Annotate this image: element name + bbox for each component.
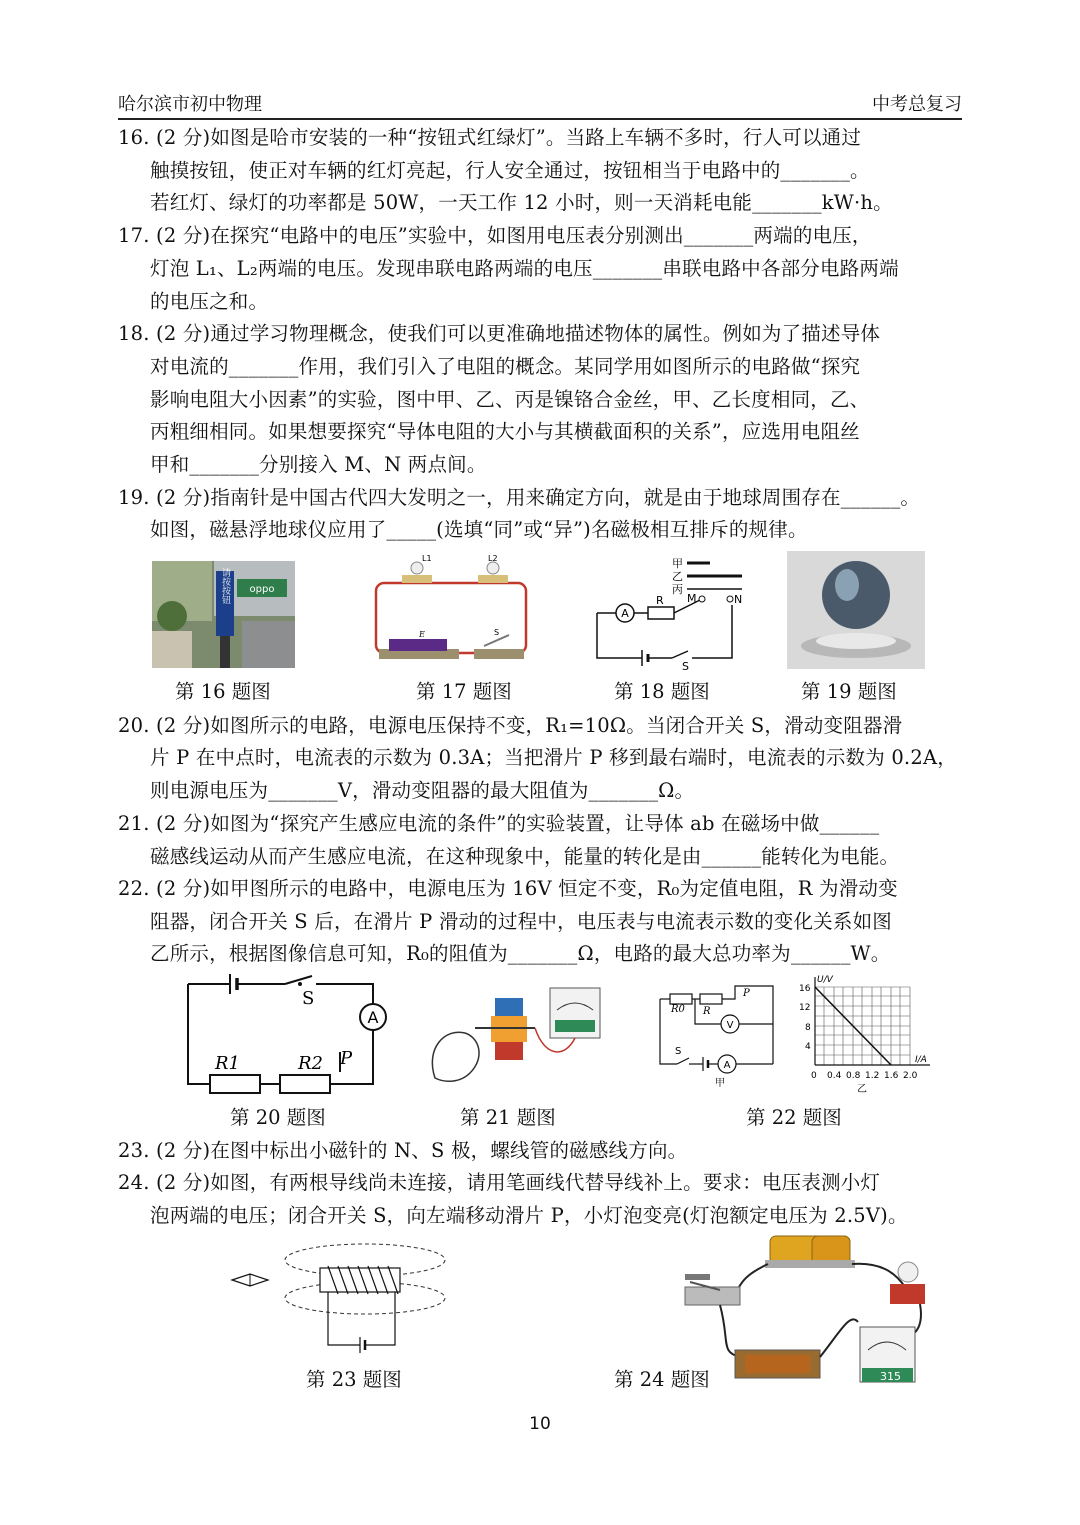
ammeter-a-label-22: A [723,1060,731,1071]
ammeter-a-label-20: A [367,1008,379,1027]
question-20-line1: 20. (2 分)如图所示的电路，电源电压保持不变，R₁=10Ω。当闭合开关 S，滑动变阻器滑 [118,714,903,737]
header-right: 中考总复习 [872,94,962,115]
caption-figure-19: 第 19 题图 [801,680,897,703]
slider-p-label: P [340,1048,353,1069]
figure-23-solenoid [230,1240,450,1360]
question-16-line3: 若红灯、绿灯的功率都是 50W，一天工作 12 小时，则一天消耗电能_______kW·h。 [150,191,893,214]
button-sign-text: 请按按钮 [220,568,230,604]
caption-figure-20: 第 20 题图 [230,1106,326,1129]
voltmeter-terminal-labels: 315 [880,1370,901,1383]
question-21-line2: 磁感线运动从而产生感应电流，在这种现象中，能量的转化是由______能转化为电能。 [150,845,900,868]
graph-grid [815,987,910,1065]
question-24-line1: 24. (2 分)如图，有两根导线尚未连接，请用笔画线代替导线补上。要求：电压表测小灯 [118,1171,881,1194]
question-17-line3: 的电压之和。 [150,290,269,313]
resistor-r0-label: R0 [671,1004,685,1015]
figure-20-circuit [180,972,395,1092]
caption-figure-21: 第 21 题图 [460,1106,556,1129]
figure-16-photo [152,561,295,668]
figure-19-maglev-globe [787,551,925,669]
page-number: 10 [529,1414,551,1434]
ammeter-a-label: A [621,607,629,620]
resistor-r1-label: R1 [215,1053,241,1074]
question-18-line4: 丙粗细相同。如果想要探究“导体电阻的大小与其横截面积的关系”，应选用电阻丝 [150,420,860,443]
caption-figure-16: 第 16 题图 [175,680,271,703]
oppo-sign: oppo [249,584,275,595]
question-18-line2: 对电流的_______作用，我们引入了电阻的概念。某同学用如图所示的电路做“探究 [150,355,861,378]
question-20-line2: 片 P 在中点时，电流表的示数为 0.3A；当把滑片 P 移到最右端时，电流表的示数为 0.2A， [150,746,957,769]
voltmeter-v-label: V [726,1020,734,1031]
x-tick-1.2: 1.2 [865,1071,880,1081]
x-tick-2.0: 2.0 [903,1071,918,1081]
figure-22-circuit-jia [655,984,780,1089]
figure-22-jia-label: 甲 [715,1078,725,1089]
axis-ia-label: I/A [915,1055,927,1065]
page-header [118,86,962,120]
figure-24-physical-circuit [680,1232,950,1392]
figure-21-induction-apparatus [425,988,610,1093]
question-16-line2: 触摸按钮，使正对车辆的红灯亮起，行人安全通过，按钮相当于电路中的_______。 [150,159,870,182]
point-n-label: N [734,593,743,606]
wire-jia-label: 甲 [672,557,683,570]
slider-p-label-22: P [743,988,750,999]
question-19-line1: 19. (2 分)指南针是中国古代四大发明之一，用来确定方向，就是由于地球周围存在______。 [118,486,921,509]
axis-uv-label: U/V [817,975,833,985]
switch-s-label-20: S [302,988,315,1009]
question-22-line2: 阻器，闭合开关 S 后，在滑片 P 滑动的过程中，电压表与电流表示数的变化关系如图 [150,910,892,933]
lamp-l1-label: L1 [422,554,432,563]
x-tick-1.6: 1.6 [884,1071,899,1081]
rheostat-r-label: R [703,1006,711,1017]
wire-yi-label: 乙 [672,570,683,583]
x-tick-0.4: 0.4 [827,1071,842,1081]
y-tick-12: 12 [799,1003,811,1013]
question-22-line1: 22. (2 分)如甲图所示的电路中，电源电压为 16V 恒定不变，R₀为定值电阻，R 为滑动变 [118,877,898,900]
rheostat-r2-label: R2 [298,1053,324,1074]
question-21-line1: 21. (2 分)如图为“探究产生感应电流的条件”的实验装置，让导体 ab 在磁场中做______ [118,812,880,835]
figure-22-yi-label: 乙 [857,1084,867,1095]
question-23-line1: 23. (2 分)在图中标出小磁针的 N、S 极，螺线管的磁感线方向。 [118,1139,688,1162]
question-24-line2: 泡两端的电压；闭合开关 S，向左端移动滑片 P，小灯泡变亮(灯泡额定电压为 2.5V)。 [150,1204,908,1227]
switch-s-label: S [494,628,500,637]
switch-s-label-18: S [682,660,689,673]
caption-figure-24: 第 24 题图 [614,1368,710,1391]
question-22-line3: 乙所示，根据图像信息可知，R₀的阻值为_______Ω，电路的最大总功率为______W。 [150,942,891,965]
x-tick-0: 0 [811,1071,817,1081]
question-18-line5: 甲和_______分别接入 M、N 两点间。 [150,453,487,476]
wire-bing-label: 丙 [672,583,683,596]
caption-figure-17: 第 17 题图 [416,680,512,703]
resistor-r-label: R [656,594,664,607]
question-19-line2: 如图，磁悬浮地球仪应用了_____(选填“同”或“异”)名磁极相互排斥的规律。 [150,518,808,541]
y-tick-8: 8 [805,1023,811,1033]
y-tick-16: 16 [799,984,811,994]
figure-22-graph-yi [795,972,940,1097]
question-17-line2: 灯泡 L₁、L₂两端的电压。发现串联电路两端的电压_______串联电路中各部分电路两端 [150,257,899,280]
point-m-label: M [687,592,697,605]
question-18-line1: 18. (2 分)通过学习物理概念，使我们可以更准确地描述物体的属性。例如为了描述导体 [118,322,881,345]
header-left: 哈尔滨市初中物理 [118,94,262,115]
figure-17-circuit [374,553,534,663]
question-16-line1: 16. (2 分)如图是哈市安装的一种“按钮式红绿灯”。当路上车辆不多时，行人可以通过 [118,126,862,149]
battery-e-label: E [419,630,425,639]
question-20-line3: 则电源电压为_______V，滑动变阻器的最大阻值为_______Ω。 [150,779,695,802]
caption-figure-22: 第 22 题图 [746,1106,842,1129]
lamp-l2-label: L2 [488,554,498,563]
y-tick-4: 4 [805,1042,811,1052]
question-18-line3: 影响电阻大小因素”的实验，图中甲、乙、丙是镍铬合金丝，甲、乙长度相同，乙、 [150,388,870,411]
caption-figure-18: 第 18 题图 [614,680,710,703]
caption-figure-23: 第 23 题图 [306,1368,402,1391]
figure-18-circuit [592,555,752,673]
x-tick-0.8: 0.8 [846,1071,861,1081]
question-17-line1: 17. (2 分)在探究“电路中的电压”实验中，如图用电压表分别测出_______两端的电压， [118,224,872,247]
switch-s-label-22: S [675,1046,682,1057]
